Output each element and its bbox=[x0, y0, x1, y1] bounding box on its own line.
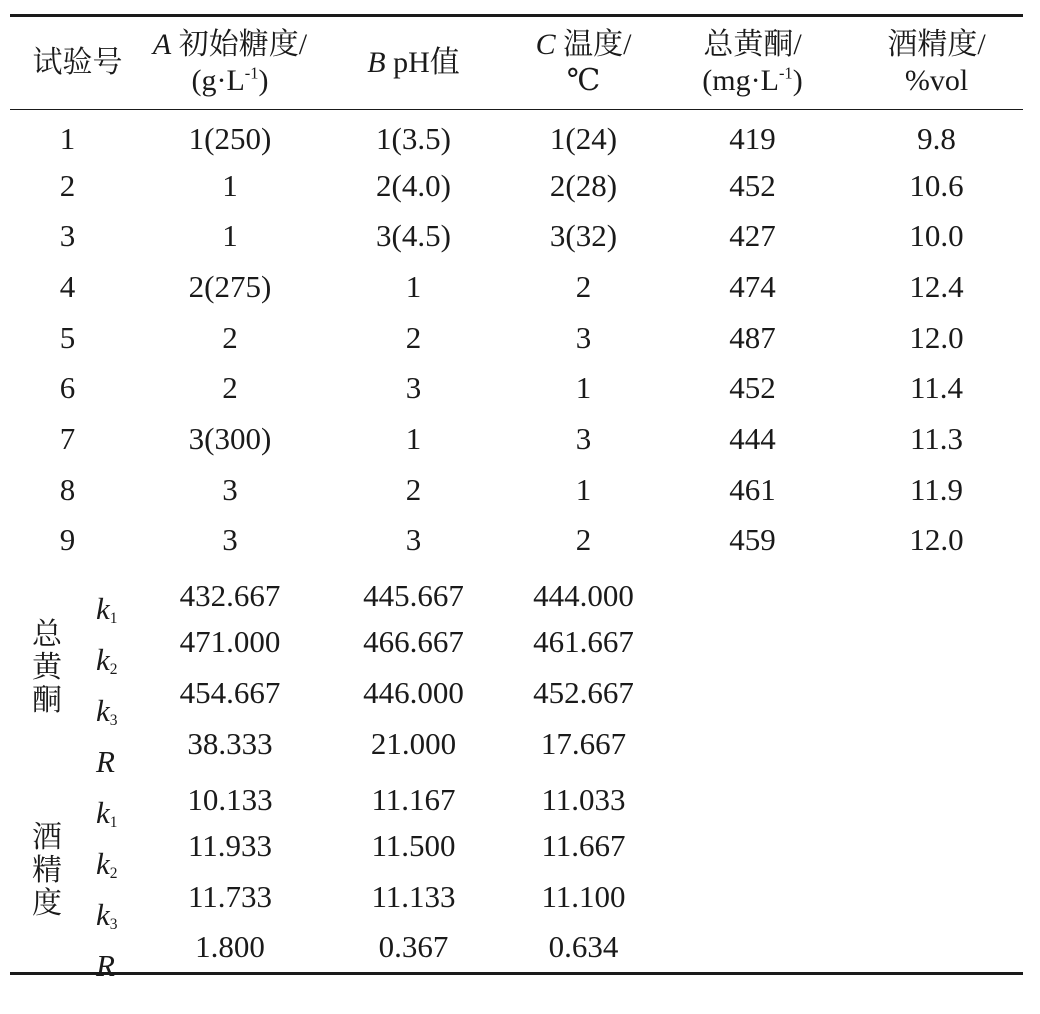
factor-b-stat: 21.000 bbox=[370, 726, 457, 762]
factor-c-value: 2 bbox=[575, 268, 592, 304]
total-flavonoid-value: 461 bbox=[729, 471, 776, 507]
factor-c-title: 温度/ bbox=[555, 28, 632, 61]
total-flavonoid-unit: (mg·L bbox=[702, 64, 779, 97]
factor-c-stat: 444.000 bbox=[533, 578, 634, 614]
total-flavonoid-title: 总黄酮/ bbox=[703, 28, 802, 61]
header-factor-b bbox=[315, 16, 512, 110]
total-flavonoid-value: 487 bbox=[729, 319, 776, 355]
trial-number: 4 bbox=[59, 268, 76, 304]
trial-number: 1 bbox=[59, 121, 76, 157]
factor-c-value: 2(28) bbox=[549, 167, 618, 203]
factor-a-value: 2 bbox=[222, 319, 238, 355]
factor-c-letter: C bbox=[535, 28, 556, 61]
factor-b-value: 3 bbox=[405, 522, 422, 558]
table-row bbox=[10, 211, 1023, 262]
alcohol-title: 酒精度/ bbox=[887, 28, 986, 61]
factor-a-value: 1 bbox=[222, 218, 238, 254]
factor-b-value: 1 bbox=[405, 268, 422, 304]
analysis-row bbox=[10, 821, 1023, 872]
alcohol-value: 12.4 bbox=[909, 268, 964, 304]
trial-number: 2 bbox=[59, 167, 76, 203]
factor-c-stat: 11.100 bbox=[541, 879, 626, 915]
alcohol-value: 9.8 bbox=[917, 121, 956, 157]
alcohol-group-label: 酒 精 度 bbox=[32, 821, 62, 921]
factor-b-title: pH值 bbox=[385, 46, 460, 79]
total-flavonoid-value: 419 bbox=[729, 121, 776, 157]
total-flavonoid-value: 452 bbox=[729, 370, 776, 406]
header-factor-a bbox=[145, 16, 315, 110]
flavonoid-analysis-label-cell bbox=[10, 566, 145, 779]
factor-b-stat: 11.133 bbox=[371, 879, 456, 915]
trial-number: 6 bbox=[59, 370, 76, 406]
table-header bbox=[10, 16, 1023, 110]
factor-b-value: 2 bbox=[405, 471, 422, 507]
stat-label-k1: $k_1$ bbox=[96, 794, 118, 831]
factor-c-stat: 461.667 bbox=[533, 624, 634, 660]
factor-a-stat: 38.333 bbox=[187, 726, 273, 762]
factor-a-stat: 432.667 bbox=[179, 578, 281, 614]
factor-c-value: 3 bbox=[575, 319, 592, 355]
table-row bbox=[10, 464, 1023, 515]
factor-c-unit: ℃ bbox=[566, 64, 601, 97]
factor-c-value: 1(24) bbox=[549, 121, 618, 157]
trial-number: 3 bbox=[59, 218, 76, 254]
alcohol-value: 10.6 bbox=[909, 167, 964, 203]
trial-number: 5 bbox=[59, 319, 76, 355]
stat-label-k2: $k_2$ bbox=[96, 845, 118, 882]
analysis-row bbox=[10, 770, 1023, 821]
analysis-row bbox=[10, 719, 1023, 770]
factor-a-unit-exponent: -1 bbox=[244, 63, 259, 83]
alcohol-value: 11.3 bbox=[909, 420, 964, 456]
trial-number: 8 bbox=[59, 471, 76, 507]
factor-b-stat: 11.500 bbox=[371, 828, 456, 864]
factor-c-value: 1 bbox=[575, 370, 592, 406]
header-row bbox=[10, 16, 1023, 110]
trial-number: 9 bbox=[59, 522, 76, 558]
factor-b-letter: B bbox=[367, 46, 386, 79]
header-factor-c bbox=[512, 16, 655, 110]
factor-c-stat: 452.667 bbox=[533, 675, 634, 711]
factor-b-stat: 0.367 bbox=[315, 923, 512, 974]
factor-b-value: 3 bbox=[405, 370, 422, 406]
analysis-row bbox=[10, 566, 1023, 617]
table-row bbox=[10, 515, 1023, 566]
factor-b-stat: 445.667 bbox=[363, 578, 464, 614]
factor-b-stat: 11.167 bbox=[371, 782, 456, 818]
factor-a-value: 1 bbox=[222, 167, 238, 203]
stat-label-k1: $k_1$ bbox=[96, 590, 118, 627]
header-trial-no: 试验号 bbox=[10, 16, 145, 110]
factor-b-value: 1 bbox=[405, 420, 422, 456]
factor-a-value: 3 bbox=[222, 471, 238, 507]
analysis-row bbox=[10, 617, 1023, 668]
factor-b-stat: 466.667 bbox=[363, 624, 464, 660]
factor-b-stat: 446.000 bbox=[363, 675, 464, 711]
analysis-row bbox=[10, 668, 1023, 719]
factor-c-stat: 17.667 bbox=[540, 726, 627, 762]
total-flavonoid-value: 444 bbox=[729, 420, 776, 456]
table-row bbox=[10, 312, 1023, 363]
table-row bbox=[10, 414, 1023, 465]
flavonoid-group-label: 总 黄 酮 bbox=[32, 618, 62, 718]
factor-c-stat: 11.033 bbox=[541, 782, 626, 818]
factor-a-stat: 10.133 bbox=[187, 782, 273, 818]
analysis-row bbox=[10, 923, 1023, 974]
factor-a-value: 2(275) bbox=[188, 268, 272, 304]
analysis-row bbox=[10, 872, 1023, 923]
total-flavonoid-value: 452 bbox=[729, 167, 776, 203]
factor-c-value: 1 bbox=[575, 471, 592, 507]
factor-a-title: 初始糖度/ bbox=[171, 28, 308, 61]
factor-b-value: 1(3.5) bbox=[376, 121, 451, 157]
factor-a-stat: 11.733 bbox=[187, 879, 273, 915]
factor-a-stat: 1.800 bbox=[145, 923, 315, 974]
table-row bbox=[10, 363, 1023, 414]
factor-c-value: 3(32) bbox=[549, 218, 618, 254]
stat-label-r: R bbox=[96, 743, 115, 779]
total-flavonoid-value: 459 bbox=[729, 522, 776, 558]
factor-a-stat: 471.000 bbox=[179, 624, 281, 660]
alcohol-analysis-label-cell bbox=[10, 770, 145, 983]
factor-a-value: 3 bbox=[222, 522, 238, 558]
stat-label-k3: $k_3$ bbox=[96, 896, 118, 933]
alcohol-value: 10.0 bbox=[909, 218, 964, 254]
stat-label-r: R bbox=[96, 947, 115, 983]
factor-a-value: 3(300) bbox=[188, 420, 272, 456]
factor-a-stat: 11.933 bbox=[187, 828, 273, 864]
factor-b-value: 2(4.0) bbox=[376, 167, 451, 203]
factor-a-unit: (g·L bbox=[191, 64, 245, 97]
table-row bbox=[10, 160, 1023, 211]
factor-c-value: 3 bbox=[575, 420, 592, 456]
factor-a-value: 2 bbox=[222, 370, 238, 406]
factor-a-unit-close: ) bbox=[258, 64, 269, 97]
total-flavonoid-unit-close: ) bbox=[792, 64, 803, 97]
stat-label-k3: $k_3$ bbox=[96, 692, 118, 729]
total-flavonoid-unit-exponent: -1 bbox=[778, 63, 793, 83]
factor-a-stat: 454.667 bbox=[179, 675, 281, 711]
orthogonal-test-table bbox=[10, 14, 1023, 983]
total-flavonoid-value: 427 bbox=[729, 218, 776, 254]
factor-c-value: 2 bbox=[575, 522, 592, 558]
factor-c-stat: 11.667 bbox=[541, 828, 626, 864]
stat-label-k2: $k_2$ bbox=[96, 641, 118, 678]
factor-a-letter: A bbox=[152, 28, 172, 61]
alcohol-value: 11.4 bbox=[909, 370, 964, 406]
factor-b-value: 2 bbox=[405, 319, 422, 355]
header-total-flavonoid bbox=[655, 16, 850, 110]
table-body bbox=[10, 110, 1023, 983]
factor-c-stat: 0.634 bbox=[512, 923, 655, 974]
factor-a-value: 1(250) bbox=[188, 121, 272, 157]
total-flavonoid-value: 474 bbox=[729, 268, 776, 304]
table-row bbox=[10, 262, 1023, 313]
table-row bbox=[10, 110, 1023, 161]
alcohol-unit: %vol bbox=[904, 64, 969, 97]
factor-b-value: 3(4.5) bbox=[376, 218, 451, 254]
alcohol-value: 12.0 bbox=[909, 319, 964, 355]
alcohol-value: 11.9 bbox=[909, 471, 964, 507]
header-alcohol bbox=[850, 16, 1023, 110]
alcohol-value: 12.0 bbox=[909, 522, 964, 558]
trial-number: 7 bbox=[59, 420, 76, 456]
